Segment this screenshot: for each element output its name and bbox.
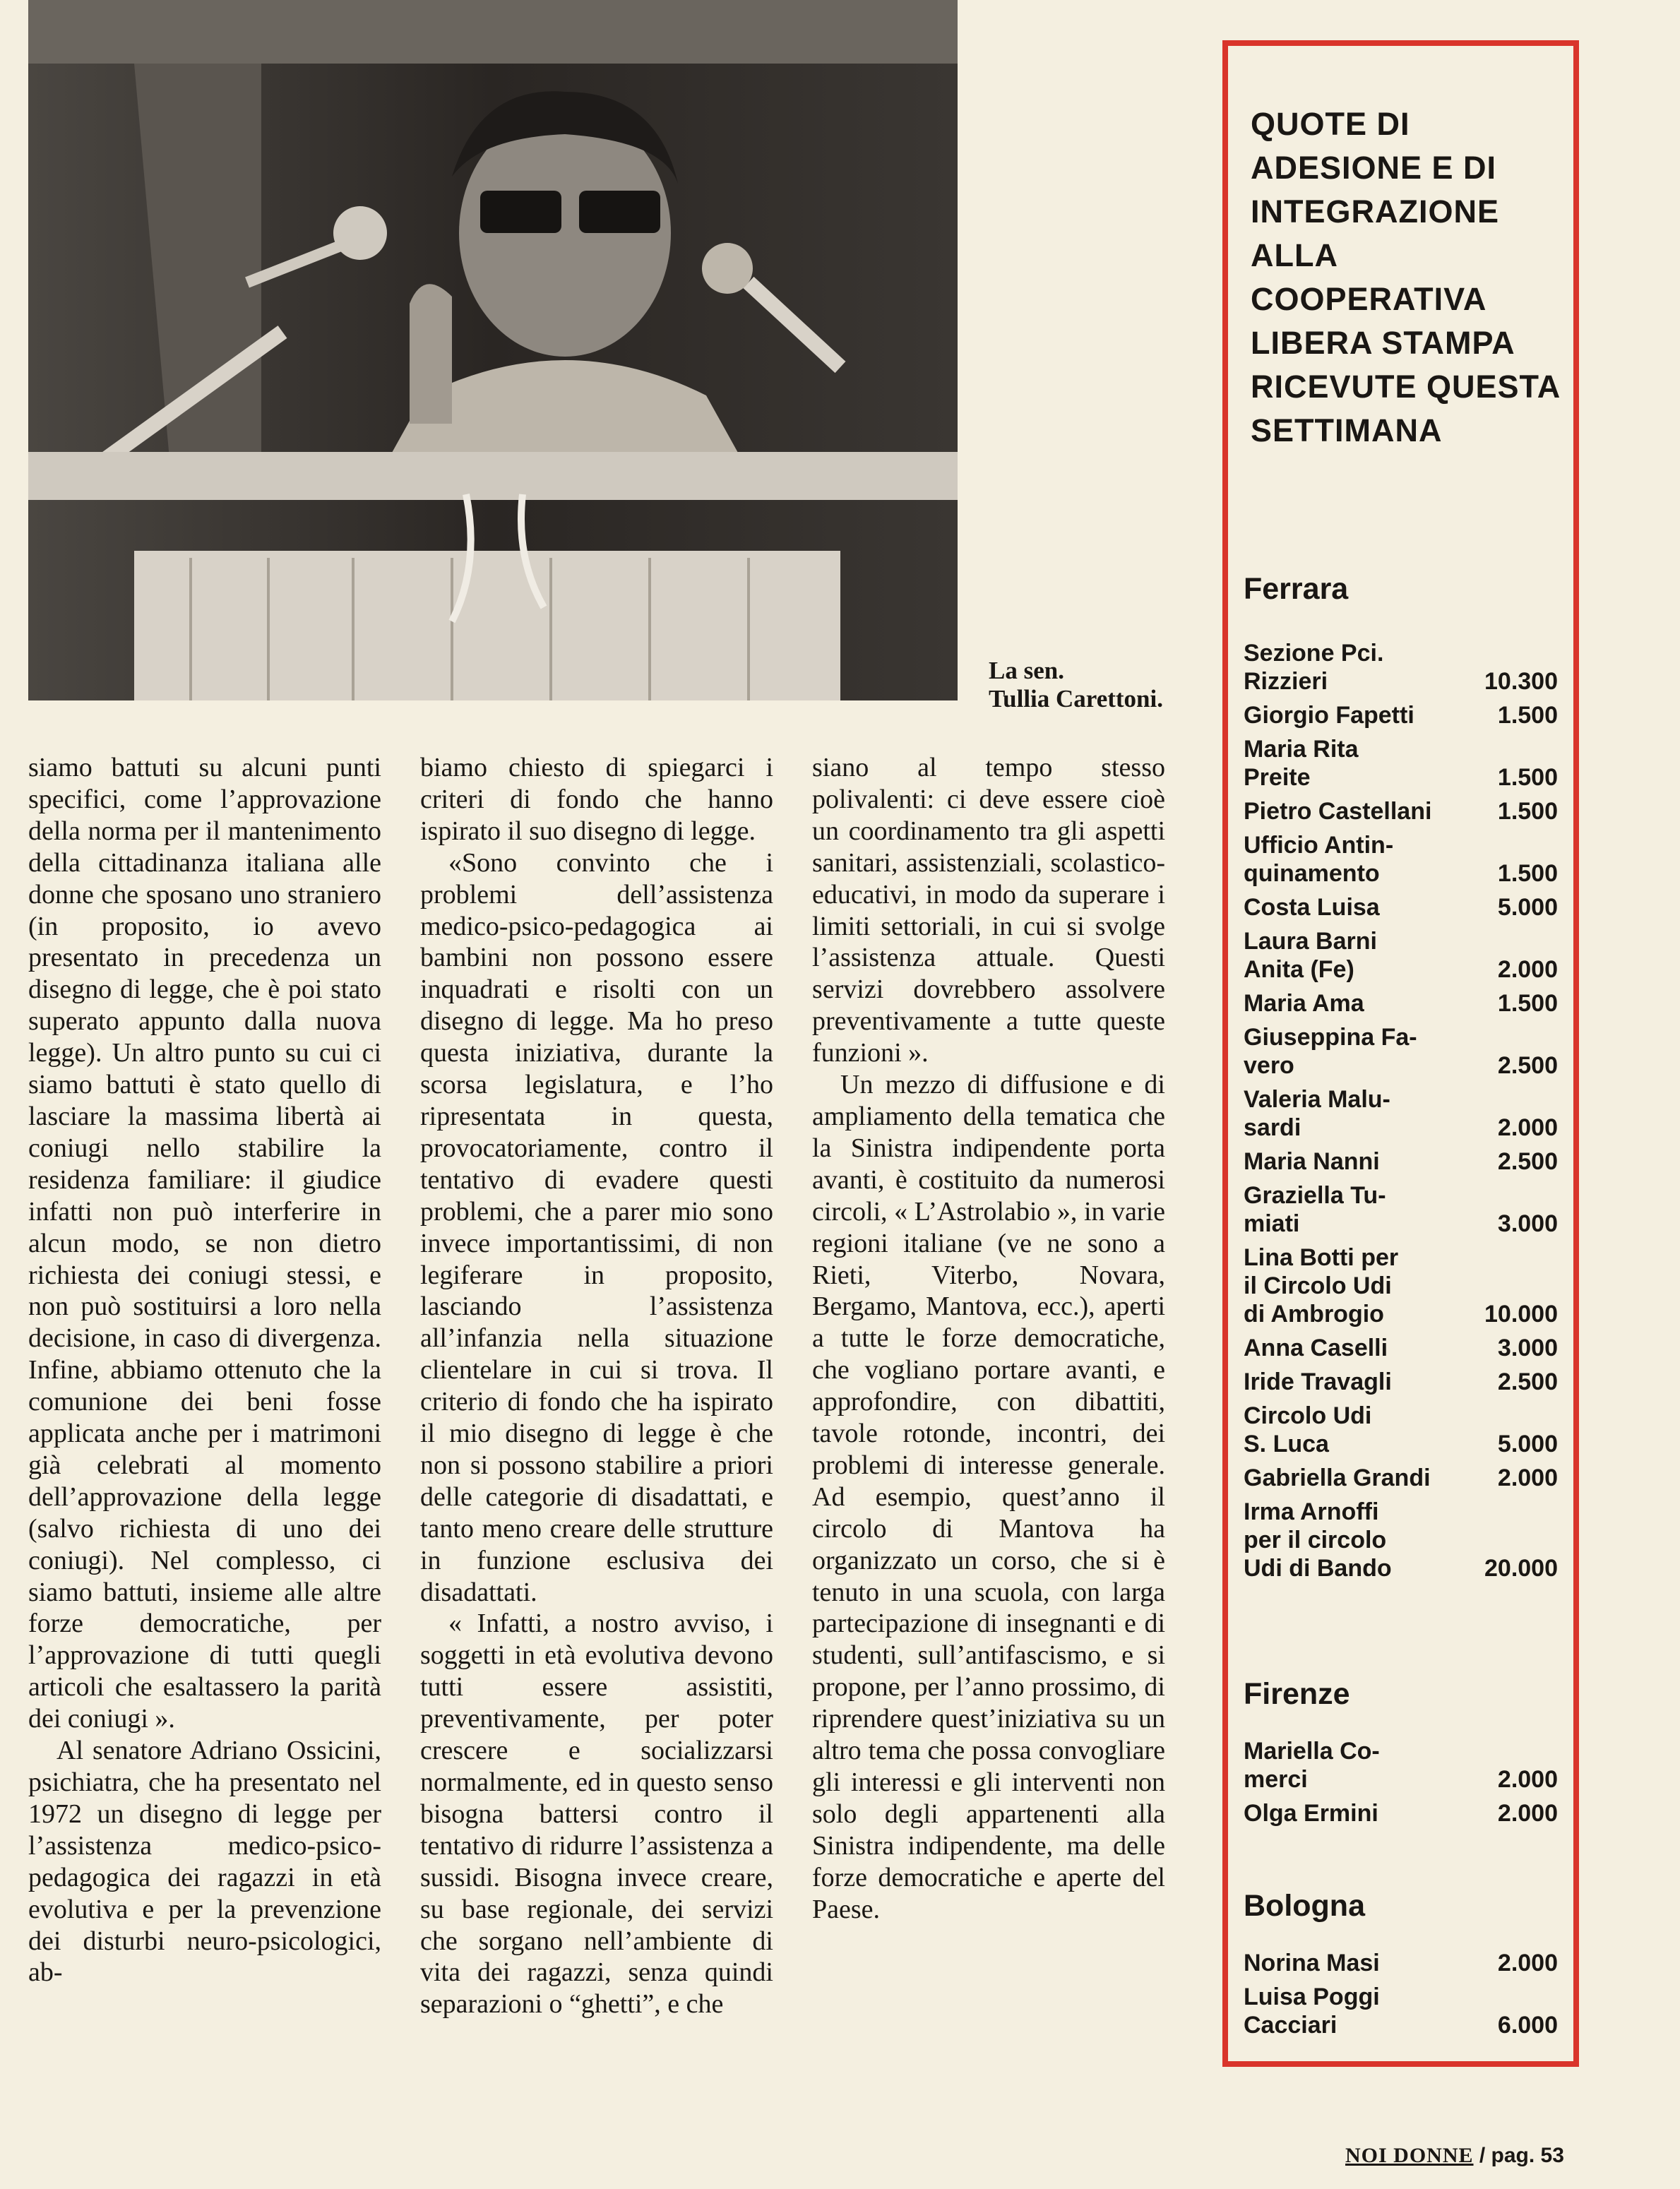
donation-entry: Valeria Malu- sardi 2.000 bbox=[1244, 1086, 1558, 1141]
magazine-name: NOI DONNE bbox=[1345, 2144, 1474, 2167]
donation-entry: Ufficio Antin- quinamento 1.500 bbox=[1244, 832, 1558, 887]
speaker-photo-illustration bbox=[28, 0, 958, 700]
speaker-photo bbox=[28, 0, 958, 700]
article-paragraph: «Sono convinto che i problemi dell’assistenza medico-psico-pedagogica ai bambini non possono essere inquadrati e risolti con un disegno di legge. Ma ho preso questa iniziativa, durante la scorsa legislatura, e l’ho ripresentata in questa, provocatoriamente, contro il tentativo di evadere questi problemi, che a parer mio sono invece importantissimi, di non legiferare in proposito, lasciando l’assistenza all’infanzia nella situazione clientelare in cui si trova. Il criterio di fondo che ha ispirato il mio disegno di legge è che non si possono stabilire a priori delle categorie di disadattati, e tanto meno creare delle strutture in funzione esclusiva dei disadattati. bbox=[420, 847, 773, 1607]
article-paragraph: siamo battuti su alcuni punti specifici, come l’approvazione della norma per il mantenimento della cittadinanza italiana alle donne che sposano uno straniero (in proposito, io avevo presentato in precedenza un disegno di legge, che è poi stato superato appunto dalla nuova legge). Un altro punto su cui ci siamo battuti è stato quello di lasciare la massima libertà ai coniugi nello stabilire la residenza familiare: il giudice infatti non può interferire in alcun modo, se non dietro richiesta dei coniugi stessi, e non può sostituirsi a loro nella decisione, in caso di divergenza. Infine, abbiamo ottenuto che la comunione dei beni fosse applicata anche per i matrimoni già celebrati al momento dell’approvazione della legge (salvo richiesta di uno dei coniugi). Nel complesso, ci siamo battuti, insieme alle altre forze democratiche, per l’approvazione di tutti quegli articoli che esaltassero la parità dei coniugi ». bbox=[28, 753, 381, 1734]
donation-entry: Gabriella Grandi 2.000 bbox=[1244, 1465, 1558, 1491]
photo-caption bbox=[989, 657, 1201, 713]
donation-entry: Irma Arnoffi per il circolo Udi di Bando 20.000 bbox=[1244, 1498, 1558, 1582]
donation-entry: Olga Ermini 2.000 bbox=[1244, 1800, 1558, 1827]
footer-separator: / bbox=[1479, 2144, 1486, 2167]
article-column-3 bbox=[812, 752, 1165, 1926]
article-paragraph: « Infatti, a nostro avviso, i soggetti in età evolutiva devono tutti essere assistiti, preventivamente, per poter crescere e socializzarsi normalmente, ed in questo senso bisogna battersi contro il tentativo di ridurre l’assistenza a sussidi. Bisogna invece creare, su base regionale, dei servizi che sorgano nell’ambiente di vita dei ragazzi, senza quindi separazioni o “ghetti”, e che bbox=[420, 1609, 773, 2020]
donation-entry: Iride Travagli 2.500 bbox=[1244, 1368, 1558, 1395]
donation-entry: Lina Botti per il Circolo Udi di Ambrogio 10.000 bbox=[1244, 1244, 1558, 1328]
sidebar-title: QUOTE DI ADESIONE E DI INTEGRAZIONE ALLA COOPERATIVA LIBERA STAMPA RICEVUTE QUESTA SETTIMANA bbox=[1251, 106, 1560, 448]
ferrara-list bbox=[1244, 639, 1558, 1588]
donation-entry: Giorgio Fapetti 1.500 bbox=[1244, 702, 1558, 729]
bologna-list bbox=[1244, 1949, 1558, 2045]
donation-entry: Mariella Co- merci 2.000 bbox=[1244, 1738, 1558, 1793]
firenze-list bbox=[1244, 1737, 1558, 1833]
article-paragraph: Un mezzo di diffusione e di ampliamento della tematica che la Sinistra indipendente porta avanti, è costituito da numerosi circoli, « L’Astrolabio », in varie regioni italiane (ve ne sono a Rieti, Viterbo, Novara, Bergamo, Mantova, ecc.), aperti a tutte le forze democratiche, che vogliano portare avanti, e approfondire, con dibattiti, tavole rotonde, incontri, dei problemi di interesse generale. Ad esempio, quest’anno il circolo di Mantova ha organizzato un corso, che si è tenuto in una scuola, con larga partecipazione di insegnanti e di studenti, sull’antifascismo, e si propone, per l’anno prossimo, di riprendere quest’iniziativa su un altro tema che possa convogliare gli interessi e gli interventi non solo degli appartenenti alla Sinistra indipendente, ma delle forze democratiche e aperte del Paese. bbox=[812, 1070, 1165, 1924]
caption-line-1: La sen. bbox=[989, 657, 1064, 684]
donation-entry: Maria Rita Preite 1.500 bbox=[1244, 736, 1558, 791]
article-paragraph: siano al tempo stesso polivalenti: ci deve essere cioè un coordinamento tra gli aspetti sanitari, assistenziali, scolastico-educativi, in modo da superare i limiti settoriali, in cui si svolge l’assistenza attuale. Questi servizi dovrebbero assolvere preventivamente a tutte queste funzioni ». bbox=[812, 753, 1165, 1068]
donation-entry: Circolo Udi S. Luca 5.000 bbox=[1244, 1402, 1558, 1457]
article-paragraph: Al senatore Adriano Ossicini, psichiatra, che ha presentato nel 1972 un disegno di legge per l’assistenza medico-psico-pedagogica dei ragazzi in età evolutiva e per la prevenzione dei disturbi neuro-psicologici, ab- bbox=[28, 1736, 381, 1988]
donation-entry: Costa Luisa 5.000 bbox=[1244, 894, 1558, 921]
donation-entry: Sezione Pci. Rizzieri 10.300 bbox=[1244, 640, 1558, 695]
city-heading-bologna: Bologna bbox=[1244, 1889, 1365, 1923]
donation-entry: Pietro Castellani 1.500 bbox=[1244, 798, 1558, 825]
article-column-2 bbox=[420, 752, 773, 2020]
page-number: pag. 53 bbox=[1491, 2144, 1564, 2167]
page-footer bbox=[1345, 2144, 1564, 2168]
article-column-1 bbox=[28, 752, 381, 1988]
article-paragraph: biamo chiesto di spiegarci i criteri di fondo che hanno ispirato il suo disegno di legge. bbox=[420, 753, 773, 846]
donations-sidebar bbox=[1222, 40, 1579, 2067]
donation-entry: Maria Nanni 2.500 bbox=[1244, 1148, 1558, 1175]
city-heading-firenze: Firenze bbox=[1244, 1677, 1350, 1711]
donation-entry: Anna Caselli 3.000 bbox=[1244, 1335, 1558, 1361]
donation-entry: Maria Ama 1.500 bbox=[1244, 990, 1558, 1017]
donation-entry: Luisa Poggi Cacciari 6.000 bbox=[1244, 1984, 1558, 2039]
city-heading-ferrara: Ferrara bbox=[1244, 572, 1349, 606]
donation-entry: Laura Barni Anita (Fe) 2.000 bbox=[1244, 928, 1558, 983]
donation-entry: Norina Masi 2.000 bbox=[1244, 1950, 1558, 1976]
donation-entry: Giuseppina Fa- vero 2.500 bbox=[1244, 1024, 1558, 1079]
donation-entry: Graziella Tu- miati 3.000 bbox=[1244, 1182, 1558, 1237]
caption-line-2: Tullia Carettoni. bbox=[989, 685, 1163, 712]
